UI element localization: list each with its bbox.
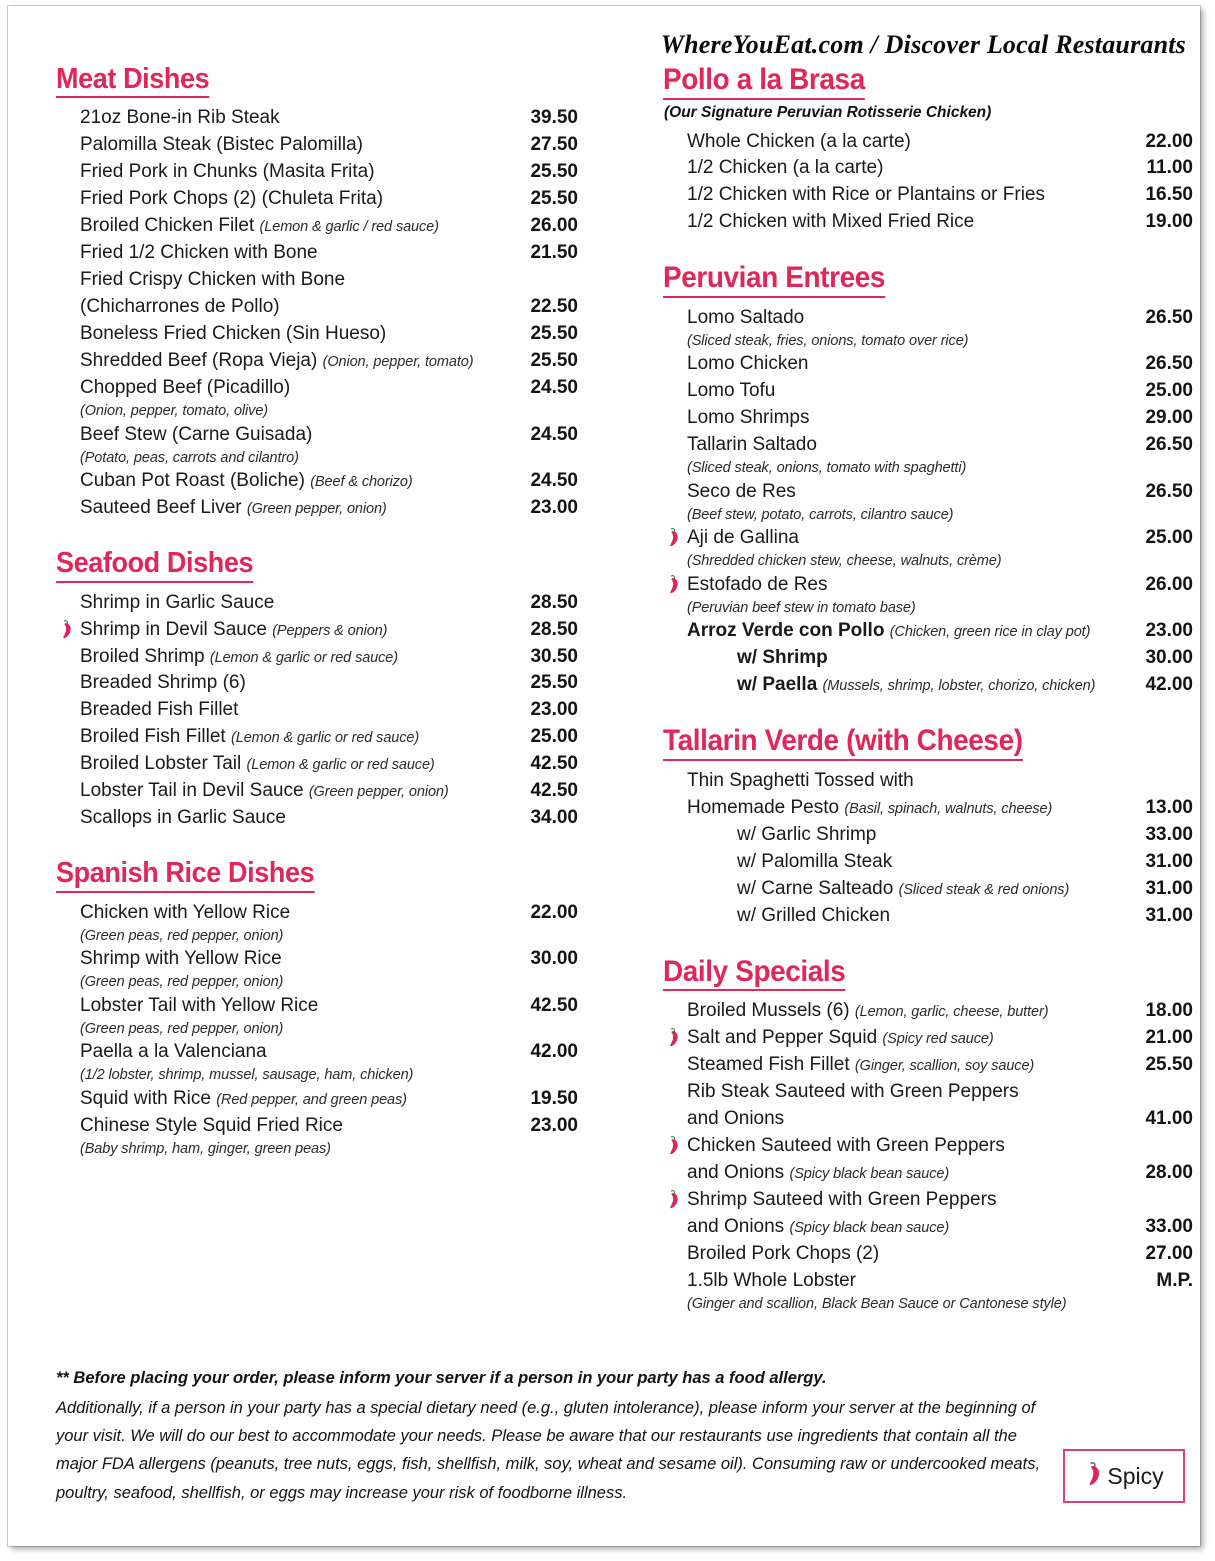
menu-item-description: (Lemon & garlic or red sauce) — [231, 730, 420, 747]
menu-item-row[interactable] — [663, 876, 1193, 903]
chili-pepper-icon — [58, 620, 73, 639]
menu-item-row[interactable] — [663, 432, 1193, 459]
menu-item-name: Broiled Fish Fillet (Lemon & garlic or red sauce) — [80, 726, 420, 748]
section-title-pollo: Pollo a la Brasa — [663, 64, 865, 100]
menu-item-row[interactable] — [663, 1025, 1193, 1052]
menu-item-description: (1/2 lobster, shrimp, mussel, sausage, ham, chicken) — [80, 1067, 414, 1084]
menu-item-description: (Lemon & garlic or red sauce) — [246, 757, 435, 774]
items-peruvian — [663, 305, 1193, 699]
menu-item-row[interactable] — [663, 479, 1193, 506]
menu-item-row[interactable] — [663, 1241, 1193, 1268]
menu-item-price: 30.00 — [530, 948, 578, 970]
menu-item-row[interactable] — [56, 751, 578, 778]
menu-item-price: 25.50 — [530, 188, 578, 210]
menu-item-price: 31.00 — [1145, 877, 1193, 899]
menu-item-description: (Red pepper, and green peas) — [216, 1091, 407, 1108]
menu-item-price: 26.00 — [1145, 573, 1193, 595]
menu-item-name: and Onions (Spicy black bean sauce) — [687, 1161, 950, 1183]
items-spanish-rice — [56, 900, 578, 1160]
items-specials — [663, 998, 1193, 1314]
section-title-meat: Meat Dishes — [56, 64, 209, 98]
menu-item-name: Broiled Lobster Tail (Lemon & garlic or red sauce) — [80, 753, 435, 775]
menu-item-price: 19.00 — [1145, 211, 1193, 233]
menu-item-row[interactable] — [663, 768, 1193, 795]
menu-item-name: (Chicharrones de Pollo) — [80, 296, 280, 318]
menu-item-description: (Peppers & onion) — [272, 622, 388, 639]
menu-item-row[interactable] — [56, 294, 578, 321]
menu-item-name: Fried Pork in Chunks (Masita Frita) — [80, 161, 375, 183]
menu-item-price: 23.00 — [530, 699, 578, 721]
menu-item-name: Chicken with Yellow Rice — [80, 901, 291, 923]
menu-item-price: 26.50 — [1145, 434, 1193, 456]
menu-item-description: (Beef stew, potato, carrots, cilantro sauce) — [687, 506, 954, 523]
menu-item-row[interactable] — [663, 1187, 1193, 1214]
menu-item-description: (Potato, peas, carrots and cilantro) — [80, 449, 299, 466]
menu-item-price: 23.00 — [1145, 620, 1193, 642]
menu-item-row[interactable] — [56, 159, 578, 186]
menu-item-row[interactable] — [663, 998, 1193, 1025]
section-title-specials: Daily Specials — [663, 956, 845, 992]
menu-item-name: Aji de Gallina — [687, 527, 799, 549]
menu-item-price: M.P. — [1156, 1269, 1193, 1291]
menu-item-row[interactable] — [663, 525, 1193, 552]
menu-item-price: 33.00 — [1145, 1215, 1193, 1237]
menu-item-row[interactable] — [56, 495, 578, 522]
menu-item-row[interactable] — [663, 1268, 1193, 1295]
menu-item-price: 31.00 — [1145, 904, 1193, 926]
menu-item-name: Beef Stew (Carne Guisada) — [80, 423, 313, 445]
menu-item-row[interactable] — [56, 590, 578, 617]
menu-item-price: 23.00 — [530, 497, 578, 519]
menu-item-price: 25.00 — [1145, 527, 1193, 549]
menu-item-price: 25.00 — [530, 726, 578, 748]
menu-item-row[interactable] — [663, 305, 1193, 332]
menu-item-row[interactable] — [56, 468, 578, 495]
menu-item-price: 24.50 — [530, 470, 578, 492]
menu-item-name: Broiled Mussels (6) (Lemon, garlic, cheese, butter) — [687, 1000, 1049, 1022]
menu-item-row[interactable] — [56, 267, 578, 294]
menu-item-description: (Beef & chorizo) — [310, 474, 413, 491]
menu-item-price: 31.00 — [1145, 850, 1193, 872]
section-seafood-dishes — [56, 548, 578, 582]
footnote-bold-line: ** Before placing your order, please inform your server if a person in your party has a food allergy. — [56, 1369, 827, 1387]
menu-item-name: Rib Steak Sauteed with Green Peppers — [687, 1081, 1019, 1103]
menu-item-description: (Green pepper, onion) — [246, 501, 387, 518]
menu-item-name: Homemade Pesto (Basil, spinach, walnuts, cheese) — [687, 796, 1053, 818]
menu-item-price: 30.50 — [530, 645, 578, 667]
menu-item-price: 25.50 — [530, 161, 578, 183]
menu-item-name: Shrimp in Garlic Sauce — [80, 591, 275, 613]
menu-item-name: Lomo Shrimps — [687, 407, 810, 429]
menu-item-row[interactable] — [663, 1214, 1193, 1241]
menu-item-price: 26.50 — [1145, 480, 1193, 502]
menu-item-row[interactable] — [663, 1133, 1193, 1160]
menu-item-price: 42.50 — [530, 753, 578, 775]
menu-item-description: (Chicken, green rice in clay pot) — [889, 624, 1091, 641]
menu-item-name: Lomo Chicken — [687, 353, 809, 375]
chili-pepper-icon — [665, 575, 680, 594]
site-header: WhereYouEat.com / Discover Local Restaurants — [660, 30, 1186, 59]
menu-item-name: w/ Shrimp — [737, 647, 828, 669]
menu-item-name: Seco de Res — [687, 480, 796, 502]
menu-item-name: Broiled Chicken Filet (Lemon & garlic / red sauce) — [80, 215, 439, 237]
menu-item-name: Lomo Saltado — [687, 306, 805, 328]
menu-item-price: 26.00 — [530, 215, 578, 237]
menu-item-name: Paella a la Valenciana — [80, 1041, 267, 1063]
menu-item-row[interactable] — [56, 321, 578, 348]
menu-item-price: 28.00 — [1145, 1161, 1193, 1183]
section-title-peruvian: Peruvian Entrees — [663, 262, 885, 298]
menu-item-row[interactable] — [663, 1160, 1193, 1187]
menu-item-name: Chicken Sauteed with Green Peppers — [687, 1135, 1005, 1156]
right-column — [663, 64, 1193, 1314]
section-spanish-rice-dishes — [56, 858, 578, 892]
menu-item-description: (Lemon & garlic or red sauce) — [209, 649, 398, 666]
menu-item-name: Shrimp Sauteed with Green Peppers — [687, 1188, 997, 1210]
menu-item-row[interactable] — [56, 670, 578, 697]
menu-item-row[interactable] — [56, 132, 578, 159]
menu-item-description: (Green peas, red pepper, onion) — [80, 927, 284, 944]
menu-item-price: 42.00 — [1145, 674, 1193, 696]
items-tallarin — [663, 768, 1193, 930]
menu-item-price: 22.00 — [530, 901, 578, 923]
section-daily-specials — [663, 956, 1193, 992]
menu-item-description: (Green peas, red pepper, onion) — [80, 974, 284, 991]
menu-item-description: (Ginger and scallion, Black Bean Sauce or Cantonese style) — [687, 1295, 1067, 1312]
menu-item-price: 28.50 — [530, 591, 578, 613]
menu-item-price: 25.50 — [530, 323, 578, 345]
menu-item-price: 42.00 — [530, 1041, 578, 1063]
chili-pepper-icon — [1084, 1462, 1101, 1491]
menu-item-name: 1/2 Chicken with Rice or Plantains or Fries — [687, 184, 1045, 206]
menu-item-row[interactable] — [56, 993, 578, 1020]
menu-item-price: 25.50 — [1145, 1054, 1193, 1076]
menu-item-price: 29.00 — [1145, 407, 1193, 429]
menu-item-row[interactable] — [663, 129, 1193, 156]
menu-item-name: w/ Palomilla Steak — [737, 850, 893, 872]
menu-item-row[interactable] — [663, 572, 1193, 599]
menu-item-price: 22.00 — [1145, 130, 1193, 152]
menu-item-name: Fried Crispy Chicken with Bone — [80, 269, 346, 291]
menu-item-description: (Spicy red sauce) — [882, 1031, 994, 1048]
menu-item-price: 21.00 — [1145, 1027, 1193, 1049]
menu-item-price: 42.50 — [530, 780, 578, 802]
menu-item-row[interactable] — [56, 348, 578, 375]
menu-item-name: and Onions — [687, 1108, 785, 1130]
menu-item-description: (Ginger, scallion, soy sauce) — [854, 1058, 1035, 1075]
menu-item-price: 19.50 — [530, 1087, 578, 1109]
menu-item-name: w/ Garlic Shrimp — [737, 823, 877, 845]
menu-item-price: 34.00 — [530, 807, 578, 829]
menu-item-name: Salt and Pepper Squid (Spicy red sauce) — [687, 1027, 994, 1049]
menu-item-row[interactable] — [663, 209, 1193, 236]
menu-item-price: 24.50 — [530, 423, 578, 445]
menu-item-name: Breaded Fish Fillet — [80, 699, 239, 721]
menu-item-row[interactable] — [56, 1086, 578, 1113]
menu-item-description: (Onion, pepper, tomato, olive) — [80, 403, 269, 420]
menu-item-name: w/ Grilled Chicken — [737, 904, 891, 926]
menu-item-row[interactable] — [56, 644, 578, 671]
menu-item-price: 39.50 — [530, 107, 578, 129]
menu-item-name: 21oz Bone-in Rib Steak — [80, 107, 280, 129]
menu-item-row[interactable] — [56, 1113, 578, 1140]
section-peruvian-entrees — [663, 262, 1193, 298]
menu-item-row[interactable] — [663, 618, 1193, 645]
menu-item-name: Shrimp in Devil Sauce (Peppers & onion) — [80, 618, 388, 640]
menu-item-name: Chinese Style Squid Fried Rice — [80, 1114, 343, 1136]
menu-item-description: (Mussels, shrimp, lobster, chorizo, chicken) — [822, 678, 1096, 695]
menu-item-price: 13.00 — [1145, 796, 1193, 818]
menu-item-name: w/ Paella (Mussels, shrimp, lobster, chorizo, chicken) — [737, 674, 1096, 696]
menu-item-name: Squid with Rice (Red pepper, and green peas) — [80, 1087, 407, 1109]
menu-item-name: Shredded Beef (Ropa Vieja) (Onion, pepper, tomato) — [80, 350, 474, 372]
items-pollo — [663, 129, 1193, 237]
menu-item-description: (Shredded chicken stew, cheese, walnuts, crème) — [687, 553, 1002, 570]
menu-item-name: Boneless Fried Chicken (Sin Hueso) — [80, 323, 387, 345]
menu-item-name: and Onions (Spicy black bean sauce) — [687, 1215, 950, 1237]
menu-item-row[interactable] — [663, 672, 1193, 699]
menu-item-price: 33.00 — [1145, 823, 1193, 845]
menu-item-price: 28.50 — [530, 618, 578, 640]
menu-item-row[interactable] — [56, 946, 578, 973]
menu-item-name: 1.5lb Whole Lobster — [687, 1269, 856, 1291]
menu-item-price: 26.50 — [1145, 306, 1193, 328]
menu-item-row[interactable] — [663, 1079, 1193, 1106]
menu-item-description: (Baby shrimp, ham, ginger, green peas) — [80, 1140, 331, 1157]
menu-item-row[interactable] — [56, 724, 578, 751]
menu-item-name: Tallarin Saltado — [687, 434, 817, 456]
menu-item-row[interactable] — [663, 822, 1193, 849]
menu-item-name: Broiled Pork Chops (2) — [687, 1242, 880, 1264]
section-title-seafood: Seafood Dishes — [56, 548, 253, 582]
menu-item-row[interactable] — [663, 351, 1193, 378]
menu-item-name: 1/2 Chicken with Mixed Fried Rice — [687, 211, 975, 233]
left-column — [56, 64, 578, 1159]
chili-pepper-icon — [665, 1136, 680, 1155]
menu-item-row[interactable] — [56, 697, 578, 724]
menu-item-price: 27.00 — [1145, 1242, 1193, 1264]
menu-item-name: Palomilla Steak (Bistec Palomilla) — [80, 134, 363, 156]
chili-pepper-icon — [665, 528, 680, 547]
menu-item-row[interactable] — [663, 1106, 1193, 1133]
menu-item-name: Estofado de Res — [687, 573, 828, 595]
menu-item-price: 21.50 — [530, 242, 578, 264]
footnote-body: Additionally, if a person in your party has a special dietary need (e.g., gluten intolerance), please inform your server at the beginning of your visit. We will do our best to accommodate your needs. Please be aware that our restaurants use ingredients that contain all the major FDA allergens (peanuts, tree nuts, eggs, fish, shellfish, milk, soy, wheat and sesame oil). Consuming raw or undercooked meats, poultry, seafood, shellfish, or eggs may increase your risk of foodborne illness. — [56, 1398, 1041, 1502]
menu-item-description: (Sliced steak, fries, onions, tomato over rice) — [687, 332, 969, 349]
menu-item-row[interactable] — [56, 900, 578, 927]
menu-item-description: (Spicy black bean sauce) — [789, 1165, 950, 1182]
menu-item-name: Steamed Fish Fillet (Ginger, scallion, soy sauce) — [687, 1054, 1035, 1076]
spicy-legend-badge — [1063, 1449, 1185, 1503]
menu-item-description: (Sliced steak, onions, tomato with spaghetti) — [687, 460, 967, 477]
menu-item-name: Fried 1/2 Chicken with Bone — [80, 242, 318, 264]
menu-item-row[interactable] — [663, 645, 1193, 672]
menu-item-description: (Green peas, red pepper, onion) — [80, 1020, 284, 1037]
menu-item-price: 23.00 — [530, 1114, 578, 1136]
section-title-spanish-rice: Spanish Rice Dishes — [56, 858, 314, 892]
menu-item-name: Lomo Tofu — [687, 380, 776, 402]
menu-item-row[interactable] — [56, 213, 578, 240]
menu-item-description: (Sliced steak & red onions) — [898, 881, 1070, 898]
menu-item-price: 25.00 — [1145, 380, 1193, 402]
menu-item-name: Scallops in Garlic Sauce — [80, 807, 286, 829]
menu-item-name: Chopped Beef (Picadillo) — [80, 377, 291, 399]
menu-item-price: 27.50 — [530, 134, 578, 156]
menu-item-description: (Lemon & garlic / red sauce) — [259, 219, 439, 236]
menu-item-description: (Basil, spinach, walnuts, cheese) — [844, 800, 1053, 817]
menu-item-name: Whole Chicken (a la carte) — [687, 130, 911, 152]
menu-item-name: Broiled Shrimp (Lemon & garlic or red sauce) — [80, 645, 398, 667]
section-tallarin-verde — [663, 725, 1193, 761]
menu-item-row[interactable] — [663, 795, 1193, 822]
menu-item-row[interactable] — [56, 805, 578, 832]
menu-item-row[interactable] — [56, 240, 578, 267]
menu-item-row[interactable] — [663, 182, 1193, 209]
menu-item-name: Lobster Tail with Yellow Rice — [80, 994, 319, 1016]
menu-item-name: w/ Carne Salteado (Sliced steak & red onions) — [737, 877, 1070, 899]
items-meat — [56, 105, 578, 522]
allergy-footnote — [56, 1366, 1056, 1507]
menu-item-name: 1/2 Chicken (a la carte) — [687, 157, 884, 179]
menu-item-price: 25.50 — [530, 350, 578, 372]
menu-item-row[interactable] — [56, 1039, 578, 1066]
menu-item-description: (Onion, pepper, tomato) — [322, 354, 474, 371]
menu-item-row[interactable] — [663, 405, 1193, 432]
menu-item-name: Lobster Tail in Devil Sauce (Green pepper, onion) — [80, 780, 449, 802]
chili-pepper-icon — [665, 1190, 680, 1209]
menu-item-row[interactable] — [56, 617, 578, 644]
menu-item-price: 16.50 — [1145, 184, 1193, 206]
spicy-legend-label: Spicy — [1107, 1462, 1164, 1489]
menu-item-price: 25.50 — [530, 672, 578, 694]
menu-page — [8, 6, 1200, 1546]
menu-item-price: 30.00 — [1145, 647, 1193, 669]
menu-item-description: (Peruvian beef stew in tomato base) — [687, 599, 916, 616]
menu-item-price: 22.50 — [530, 296, 578, 318]
menu-item-price: 42.50 — [530, 994, 578, 1016]
menu-item-row[interactable] — [56, 105, 578, 132]
menu-item-name: Sauteed Beef Liver (Green pepper, onion) — [80, 497, 387, 519]
section-title-tallarin: Tallarin Verde (with Cheese) — [663, 725, 1023, 761]
section-subtitle-pollo: (Our Signature Peruvian Rotisserie Chicken) — [664, 103, 992, 121]
menu-item-price: 18.00 — [1145, 1000, 1193, 1022]
menu-item-description: (Lemon, garlic, cheese, butter) — [854, 1004, 1049, 1021]
menu-item-name: Thin Spaghetti Tossed with — [687, 769, 914, 791]
menu-item-price: 26.50 — [1145, 353, 1193, 375]
menu-item-row[interactable] — [56, 422, 578, 449]
menu-item-row[interactable] — [56, 186, 578, 213]
menu-item-name: Breaded Shrimp (6) — [80, 672, 246, 694]
section-pollo-a-la-brasa — [663, 64, 1193, 122]
menu-item-row[interactable] — [663, 378, 1193, 405]
menu-item-row[interactable] — [663, 849, 1193, 876]
menu-item-name: Arroz Verde con Pollo (Chicken, green rice in clay pot) — [687, 620, 1091, 642]
menu-item-description: (Spicy black bean sauce) — [789, 1219, 950, 1236]
menu-item-row[interactable] — [56, 778, 578, 805]
menu-item-name: Fried Pork Chops (2) (Chuleta Frita) — [80, 188, 384, 210]
menu-item-row[interactable] — [56, 375, 578, 402]
chili-pepper-icon — [665, 1028, 680, 1047]
section-meat-dishes — [56, 64, 578, 98]
menu-item-row[interactable] — [663, 903, 1193, 930]
menu-item-price: 24.50 — [530, 377, 578, 399]
items-seafood — [56, 590, 578, 833]
menu-item-name: Cuban Pot Roast (Boliche) (Beef & chorizo) — [80, 470, 413, 492]
menu-item-row[interactable] — [663, 1052, 1193, 1079]
menu-item-name: Shrimp with Yellow Rice — [80, 948, 282, 970]
menu-item-row[interactable] — [663, 155, 1193, 182]
menu-item-description: (Green pepper, onion) — [308, 784, 449, 801]
menu-item-price: 11.00 — [1146, 157, 1193, 179]
menu-item-price: 41.00 — [1145, 1108, 1193, 1130]
